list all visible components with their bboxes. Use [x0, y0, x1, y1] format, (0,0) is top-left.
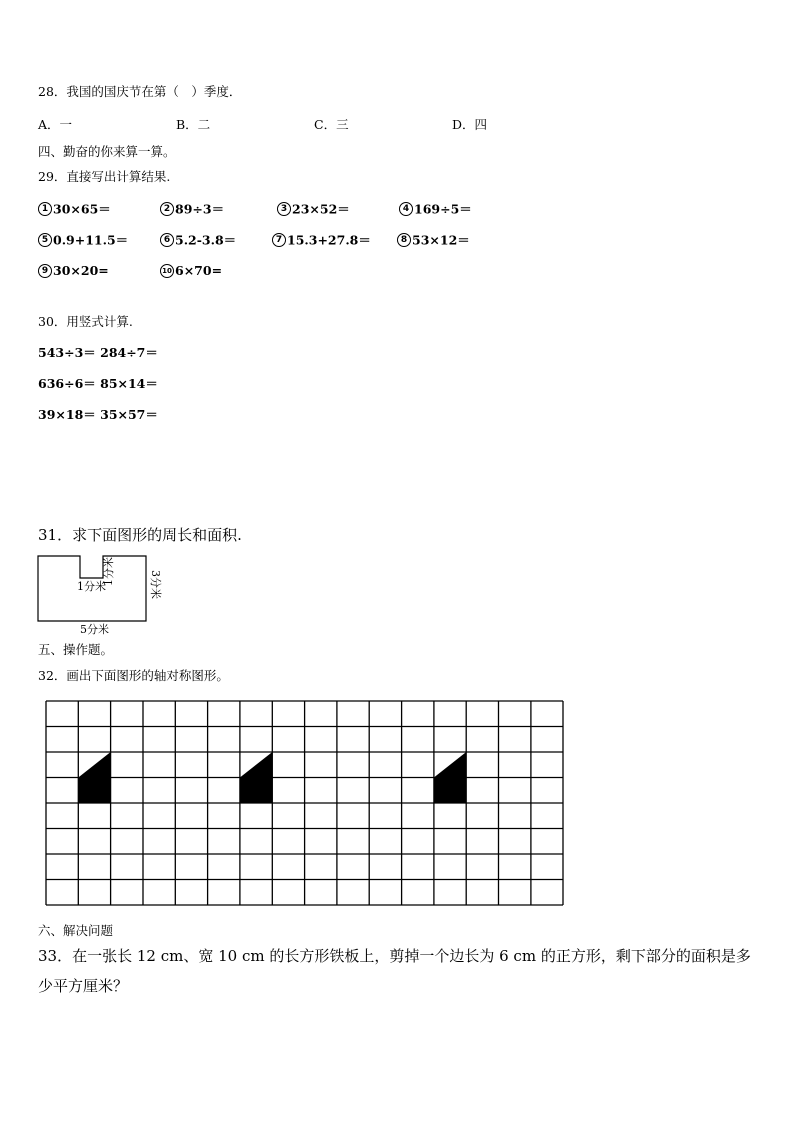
q28-option-c: C．三 — [314, 117, 349, 132]
q29-item-7 — [272, 229, 371, 249]
q33-line-1: 33．在一张长 12 cm、宽 10 cm 的长方形铁板上，剪掉一个边长为 6 cm 的正方形，剩下部分的面积是多 — [38, 947, 751, 965]
q31-figure — [30, 550, 170, 638]
q32-grid — [45, 700, 565, 907]
q29-item-8 — [397, 229, 470, 249]
item-expression: 6×70= — [175, 263, 223, 278]
q28-option-b: B．二 — [176, 117, 211, 132]
q29-item-6 — [160, 229, 236, 249]
q32-stem: 32．画出下面图形的轴对称图形。 — [38, 668, 229, 683]
q29-item-4 — [399, 198, 472, 218]
q29-stem: 29．直接写出计算结果. — [38, 169, 171, 184]
item-expression: 15.3+27.8＝ — [287, 232, 371, 248]
q29-item-2 — [160, 198, 224, 218]
q29-item-5 — [38, 229, 128, 249]
q29-item-9 — [38, 260, 109, 279]
section-4-heading: 四、勤奋的你来算一算。 — [38, 144, 176, 159]
q28-option-d: D．四 — [452, 117, 488, 132]
item-number-badge: 5 — [38, 233, 52, 247]
q28-option-a: A．一 — [38, 117, 73, 132]
item-number-badge: 9 — [38, 264, 52, 278]
q29-item-10 — [160, 260, 222, 279]
q28-stem: 28．我国的国庆节在第（ ）季度． — [38, 84, 242, 99]
item-expression: 169÷5＝ — [414, 201, 472, 217]
q30-line-1: 543÷3＝ 284÷7＝ — [38, 345, 158, 360]
q29-item-1 — [38, 198, 111, 218]
notch-width-label: 1分米 — [77, 580, 106, 593]
item-expression: 89÷3＝ — [175, 201, 225, 217]
item-number-badge: 6 — [160, 233, 174, 247]
item-number-badge: 2 — [160, 202, 174, 216]
item-number-badge: 10 — [160, 264, 174, 278]
q30-line-2: 636÷6＝ 85×14＝ — [38, 376, 158, 391]
shaded-shape-1 — [78, 752, 110, 803]
item-expression: 23×52＝ — [292, 201, 350, 217]
shaded-shape-2 — [240, 752, 272, 803]
q30-line-3: 39×18＝ 35×57＝ — [38, 407, 158, 422]
item-expression: 30×65＝ — [53, 201, 111, 217]
item-expression: 30×20= — [53, 263, 109, 278]
item-number-badge: 4 — [399, 202, 413, 216]
q31-stem: 31．求下面图形的周长和面积. — [38, 526, 242, 544]
notch-height-label: 1分米 — [102, 557, 115, 586]
item-number-badge: 1 — [38, 202, 52, 216]
q29-item-3 — [277, 198, 350, 218]
q30-stem: 30．用竖式计算. — [38, 314, 133, 329]
section-5-heading: 五、操作题。 — [38, 642, 114, 657]
q33-line-2: 少平方厘米？ — [38, 977, 129, 995]
item-number-badge: 8 — [397, 233, 411, 247]
item-expression: 53×12＝ — [412, 232, 470, 248]
item-expression: 0.9+11.5＝ — [53, 232, 129, 248]
grid-lines — [46, 701, 563, 905]
section-6-heading: 六、解决问题 — [38, 923, 114, 938]
item-number-badge: 3 — [277, 202, 291, 216]
item-expression: 5.2-3.8＝ — [175, 232, 237, 248]
width-label: 5分米 — [80, 623, 109, 636]
height-label: 3分米 — [149, 570, 162, 599]
item-number-badge: 7 — [272, 233, 286, 247]
shaded-shape-3 — [434, 752, 466, 803]
